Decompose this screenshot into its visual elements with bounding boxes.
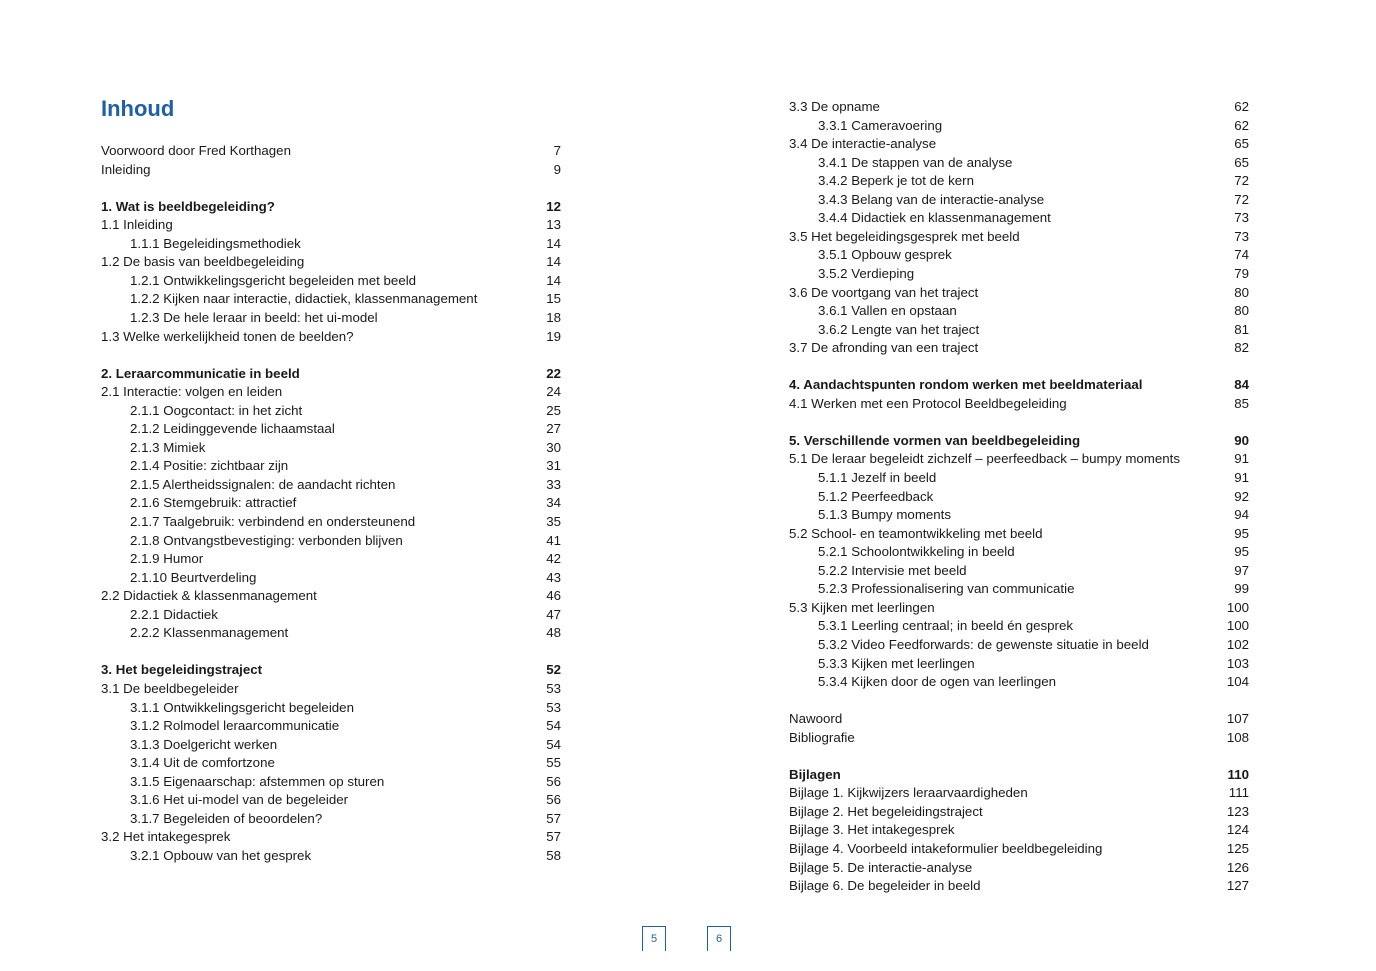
toc-entry	[101, 624, 561, 642]
toc-entry-title: 3.1.4 Uit de comfortzone	[130, 755, 275, 771]
toc-entry-page: 15	[546, 291, 561, 307]
toc-entry-title: 3.1.3 Doelgericht werken	[130, 736, 278, 752]
toc-entry-title: 1. Wat is beeldbegeleiding?	[101, 198, 275, 214]
page-number-left: 5	[642, 926, 666, 951]
toc-entry-title: 3.6.2 Lengte van het traject	[818, 321, 980, 337]
toc-entry-page: 53	[546, 699, 561, 715]
toc-entry-page: 104	[1226, 674, 1249, 690]
toc-entry-page: 12	[546, 198, 561, 214]
toc-entry-page: 91	[1234, 451, 1249, 467]
toc-entry	[789, 191, 1249, 209]
toc-entry-page: 95	[1234, 525, 1249, 541]
toc-entry-page: 24	[546, 384, 561, 400]
toc-entry-title: 2.2.2 Klassenmanagement	[130, 625, 289, 641]
toc-entry	[101, 309, 561, 327]
toc-entry-title: Bijlage 2. Het begeleidingstraject	[789, 803, 983, 819]
toc-entry	[789, 228, 1249, 246]
toc-entry-page: 100	[1226, 618, 1249, 634]
toc-entry-title: 1.1 Inleiding	[101, 217, 173, 233]
toc-entry	[101, 457, 561, 475]
toc-entry-page: 14	[546, 254, 561, 270]
toc-entry	[789, 246, 1249, 264]
toc-entry-title: 1.2.3 De hele leraar in beeld: het ui-model	[130, 309, 378, 325]
toc-entry-page: 42	[546, 551, 561, 567]
toc-entry-title: 2.1.1 Oogcontact: in het zicht	[130, 402, 303, 418]
toc-entry-title: 3.4.1 De stappen van de analyse	[818, 154, 1013, 170]
toc-entry	[101, 439, 561, 457]
toc-entry-page: 97	[1234, 562, 1249, 578]
toc-entry	[101, 791, 561, 809]
toc-entry-page: 18	[546, 309, 561, 325]
toc-entry-page: 22	[546, 365, 561, 381]
toc-entry-page: 57	[546, 810, 561, 826]
toc-entry-title: 5.3.2 Video Feedforwards: de gewenste situatie in beeld	[818, 636, 1149, 652]
toc-entry	[789, 469, 1249, 487]
toc-entry-title: Bijlagen	[789, 766, 841, 782]
toc-entry-page: 35	[546, 514, 561, 529]
toc-entry-page: 124	[1226, 822, 1249, 838]
toc-chapter	[101, 661, 561, 679]
toc-entry-page: 80	[1234, 303, 1249, 319]
toc-entry-title: 1.2.1 Ontwikkelingsgericht begeleiden met beeld	[130, 272, 417, 288]
toc-entry-page: 103	[1226, 655, 1249, 671]
toc-entry-page: 123	[1226, 803, 1249, 819]
toc-entry-title: 5.1.3 Bumpy moments	[818, 507, 952, 523]
toc-entry-page: 27	[546, 421, 561, 437]
toc-entry	[789, 729, 1249, 747]
toc-entry-page: 56	[546, 792, 561, 808]
toc-entry-page: 41	[546, 532, 561, 548]
toc-entry	[101, 253, 561, 271]
toc-entry-title: 2.1.5 Alertheidssignalen: de aandacht richten	[130, 476, 396, 492]
toc-entry-title: Nawoord	[789, 711, 843, 727]
toc-entry	[101, 717, 561, 735]
toc-entry	[789, 506, 1249, 524]
toc-entry-title: 5.3.4 Kijken door de ogen van leerlingen	[818, 674, 1057, 690]
toc-entry	[789, 488, 1249, 506]
toc-entry-page: 57	[546, 829, 561, 845]
toc-entry	[101, 847, 561, 865]
toc-entry	[789, 302, 1249, 320]
toc-entry-title: 5.2.2 Intervisie met beeld	[818, 562, 967, 578]
toc-entry-title: 2. Leraarcommunicatie in beeld	[101, 365, 300, 381]
toc-entry	[789, 877, 1249, 895]
toc-entry-title: 3.2 Het intakegesprek	[101, 829, 231, 845]
toc-entry-page: 19	[546, 328, 561, 344]
toc-entry-page: 111	[1228, 785, 1249, 801]
toc-entry	[789, 265, 1249, 283]
toc-entry	[101, 569, 561, 587]
toc-entry-title: 5.3.1 Leerling centraal; in beeld én gesprek	[818, 618, 1074, 634]
toc-entry-title: 5.1.1 Jezelf in beeld	[818, 470, 937, 485]
toc-entry-page: 80	[1234, 284, 1249, 300]
toc-entry-title: 3.3 De opname	[789, 99, 880, 114]
toc-entry	[101, 513, 561, 531]
toc-entry	[101, 476, 561, 494]
toc-entry-page: 30	[546, 439, 561, 455]
toc-entry-title: 3.2.1 Opbouw van het gesprek	[130, 847, 312, 863]
toc-entry-title: 2.2 Didactiek & klassenmanagement	[101, 588, 317, 604]
toc-entry	[789, 284, 1249, 302]
toc-entry-title: 3.1 De beeldbegeleider	[101, 680, 239, 696]
toc-entry	[101, 773, 561, 791]
toc-entry-title: 5. Verschillende vormen van beeldbegeleiding	[789, 432, 1081, 448]
toc-entry	[101, 328, 561, 346]
toc-entry	[789, 450, 1249, 468]
toc-entry	[789, 617, 1249, 635]
toc-entry-title: 1.3 Welke werkelijkheid tonen de beelden?	[101, 328, 354, 344]
toc-entry-title: Bijlage 3. Het intakegesprek	[789, 822, 955, 838]
toc-entry	[789, 840, 1249, 858]
toc-entry-title: Bibliografie	[789, 729, 855, 745]
toc-entry-page: 54	[546, 736, 561, 752]
toc-entry	[101, 736, 561, 754]
toc-entry-title: 3.5 Het begeleidingsgesprek met beeld	[789, 228, 1020, 244]
toc-entry	[101, 828, 561, 846]
toc-entry-title: 3.4.4 Didactiek en klassenmanagement	[818, 210, 1051, 226]
toc-entry-page: 127	[1226, 878, 1249, 894]
toc-entry	[789, 172, 1249, 190]
toc-entry-page: 108	[1226, 729, 1249, 745]
toc-entry-title: 3.6 De voortgang van het traject	[789, 284, 979, 300]
page-number-right: 6	[707, 926, 731, 951]
toc-entry	[101, 532, 561, 550]
toc-entry-page: 14	[546, 272, 561, 288]
toc-entry-title: 2.1.6 Stemgebruik: attractief	[130, 495, 297, 511]
toc-entry-page: 31	[546, 458, 561, 474]
toc-entry	[101, 680, 561, 698]
toc-entry-page: 46	[546, 588, 561, 604]
toc-entry	[789, 673, 1249, 691]
toc-entry	[101, 587, 561, 605]
toc-entry-title: 3.1.7 Begeleiden of beoordelen?	[130, 810, 323, 826]
toc-entry	[789, 339, 1249, 357]
toc-entry-title: 3.1.1 Ontwikkelingsgericht begeleiden	[130, 699, 354, 715]
toc-entry-title: Voorwoord door Fred Korthagen	[101, 143, 291, 158]
toc-entry-page: 14	[546, 235, 561, 251]
toc-entry-page: 125	[1226, 841, 1249, 856]
toc-entry	[789, 710, 1249, 728]
toc-entry-title: Bijlage 4. Voorbeeld intakeformulier beeldbegeleiding	[789, 841, 1103, 856]
toc-entry	[789, 321, 1249, 339]
toc-entry-page: 95	[1234, 544, 1249, 560]
toc-entry-title: Inleiding	[101, 161, 151, 177]
toc-entry-page: 25	[546, 402, 561, 418]
toc-entry-page: 62	[1234, 99, 1249, 114]
toc-entry-title: 2.2.1 Didactiek	[130, 606, 218, 622]
toc-entry-title: 5.2.1 Schoolontwikkeling in beeld	[818, 544, 1015, 560]
toc-entry-title: 5.1.2 Peerfeedback	[818, 488, 934, 504]
toc-entry-title: 2.1.7 Taalgebruik: verbindend en ondersteunend	[130, 514, 416, 529]
toc-entry-title: 3.1.6 Het ui-model van de begeleider	[130, 792, 349, 808]
toc-entry-title: 3.1.5 Eigenaarschap: afstemmen op sturen	[130, 773, 385, 789]
toc-entry-title: 3. Het begeleidingstraject	[101, 662, 263, 678]
toc-entry	[101, 235, 561, 253]
toc-entry	[101, 272, 561, 290]
toc-entry-page: 65	[1234, 136, 1249, 152]
toc-entry-page: 33	[546, 476, 561, 492]
toc-entry-page: 91	[1234, 470, 1249, 485]
toc-entry-page: 82	[1234, 340, 1249, 356]
toc-entry-title: 5.2.3 Professionalisering van communicatie	[818, 581, 1075, 597]
page-title: Inhoud	[101, 96, 175, 121]
toc-entry-title: Bijlage 5. De interactie-analyse	[789, 859, 973, 875]
toc-chapter	[101, 198, 561, 216]
toc-entry-title: 3.1.2 Rolmodel leraarcommunicatie	[130, 718, 340, 734]
toc-entry	[101, 142, 561, 160]
toc-entry-page: 7	[553, 143, 561, 158]
toc-entry	[789, 599, 1249, 617]
toc-entry	[101, 216, 561, 234]
toc-entry-page: 58	[546, 847, 561, 863]
toc-entry-title: 4. Aandachtspunten rondom werken met beeldmateriaal	[789, 377, 1143, 393]
toc-entry-title: 2.1.2 Leidinggevende lichaamstaal	[130, 421, 335, 437]
toc-entry-title: 2.1 Interactie: volgen en leiden	[101, 384, 283, 400]
toc-entry-page: 84	[1234, 377, 1249, 393]
toc-entry	[101, 161, 561, 179]
toc-chapter	[789, 766, 1249, 784]
toc-entry-page: 43	[546, 569, 561, 585]
toc-entry-page: 48	[546, 625, 561, 641]
toc-entry-page: 34	[546, 495, 561, 511]
toc-entry	[101, 290, 561, 308]
toc-entry-page: 102	[1226, 636, 1249, 652]
toc-entry-page: 65	[1234, 154, 1249, 170]
toc-entry	[101, 420, 561, 438]
toc-entry	[789, 580, 1249, 598]
toc-entry	[101, 550, 561, 568]
toc-entry-title: 2.1.9 Humor	[130, 551, 204, 567]
toc-entry-page: 110	[1227, 766, 1249, 782]
toc-entry-title: 3.4.3 Belang van de interactie-analyse	[818, 191, 1045, 207]
toc-entry-page: 13	[546, 217, 561, 233]
toc-entry-title: 1.2 De basis van beeldbegeleiding	[101, 254, 305, 270]
toc-entry-page: 55	[546, 755, 561, 771]
toc-entry-page: 99	[1234, 581, 1249, 597]
toc-entry-title: 2.1.8 Ontvangstbevestiging: verbonden blijven	[130, 532, 403, 548]
toc-entry-title: 5.1 De leraar begeleidt zichzelf – peerfeedback – bumpy moments	[789, 451, 1180, 467]
toc-chapter	[789, 376, 1249, 394]
toc-entry-page: 85	[1234, 395, 1249, 411]
toc-entry-page: 73	[1234, 210, 1249, 226]
toc-entry	[101, 699, 561, 717]
toc-chapter	[789, 432, 1249, 450]
toc-entry-title: 3.6.1 Vallen en opstaan	[818, 303, 957, 319]
toc-entry-page: 74	[1234, 247, 1249, 263]
toc-entry-page: 52	[546, 662, 561, 678]
toc-entry-page: 100	[1226, 599, 1249, 615]
toc-entry-title: Bijlage 1. Kijkwijzers leraarvaardigheden	[789, 785, 1028, 801]
toc-entry-page: 126	[1226, 859, 1249, 875]
toc-entry-title: 3.4.2 Beperk je tot de kern	[818, 173, 974, 189]
toc-entry-title: 5.3.3 Kijken met leerlingen	[818, 655, 975, 671]
toc-entry	[101, 494, 561, 512]
toc-entry-page: 54	[546, 718, 561, 734]
toc-entry-title: 5.2 School- en teamontwikkeling met beeld	[789, 525, 1043, 541]
toc-entry-page: 47	[546, 606, 561, 622]
toc-entry	[789, 655, 1249, 673]
toc-entry-title: 2.1.3 Mimiek	[130, 439, 206, 455]
toc-entry-title: 3.5.1 Opbouw gesprek	[818, 247, 952, 263]
toc-entry	[789, 562, 1249, 580]
toc-entry	[789, 859, 1249, 877]
toc-entry-page: 53	[546, 680, 561, 696]
toc-entry-title: 3.5.2 Verdieping	[818, 265, 915, 281]
toc-entry-title: 3.3.1 Cameravoering	[818, 117, 943, 133]
toc-entry	[789, 821, 1249, 839]
toc-entry-page: 73	[1234, 228, 1249, 244]
toc-entry-page: 81	[1234, 321, 1249, 337]
toc-entry	[101, 402, 561, 420]
toc-entry-page: 107	[1226, 711, 1249, 727]
toc-entry-title: 3.4 De interactie-analyse	[789, 136, 937, 152]
toc-entry-page: 56	[546, 773, 561, 789]
toc-entry-title: 1.1.1 Begeleidingsmethodiek	[130, 235, 301, 251]
toc-entry	[789, 636, 1249, 654]
toc-entry-title: 3.7 De afronding van een traject	[789, 340, 979, 356]
toc-entry	[789, 209, 1249, 227]
toc-entry-page: 92	[1234, 488, 1249, 504]
toc-entry-title: 2.1.10 Beurtverdeling	[130, 569, 257, 585]
toc-entry	[101, 754, 561, 772]
toc-entry-page: 90	[1234, 432, 1249, 448]
toc-entry	[789, 135, 1249, 153]
toc-entry	[789, 803, 1249, 821]
toc-entry	[789, 784, 1249, 802]
toc-entry	[101, 383, 561, 401]
toc-entry	[789, 525, 1249, 543]
toc-entry-page: 72	[1234, 173, 1249, 189]
toc-entry	[789, 395, 1249, 413]
toc-entry-page: 72	[1234, 191, 1249, 207]
toc-entry-page: 62	[1234, 117, 1249, 133]
toc-entry	[789, 117, 1249, 135]
toc-entry-title: Bijlage 6. De begeleider in beeld	[789, 878, 981, 894]
toc-entry-page: 94	[1234, 507, 1249, 523]
toc-entry-title: 4.1 Werken met een Protocol Beeldbegeleiding	[789, 395, 1067, 411]
toc-chapter	[101, 365, 561, 383]
toc-entry-page: 9	[553, 161, 561, 177]
toc-entry	[101, 810, 561, 828]
toc-entry	[101, 606, 561, 624]
toc-entry-title: 5.3 Kijken met leerlingen	[789, 599, 935, 615]
toc-entry-page: 79	[1234, 265, 1249, 281]
toc-entry-title: 1.2.2 Kijken naar interactie, didactiek, klassenmanagement	[130, 291, 478, 307]
toc-entry	[789, 98, 1249, 116]
toc-entry-title: 2.1.4 Positie: zichtbaar zijn	[130, 458, 289, 474]
toc-entry	[789, 154, 1249, 172]
toc-entry	[789, 543, 1249, 561]
